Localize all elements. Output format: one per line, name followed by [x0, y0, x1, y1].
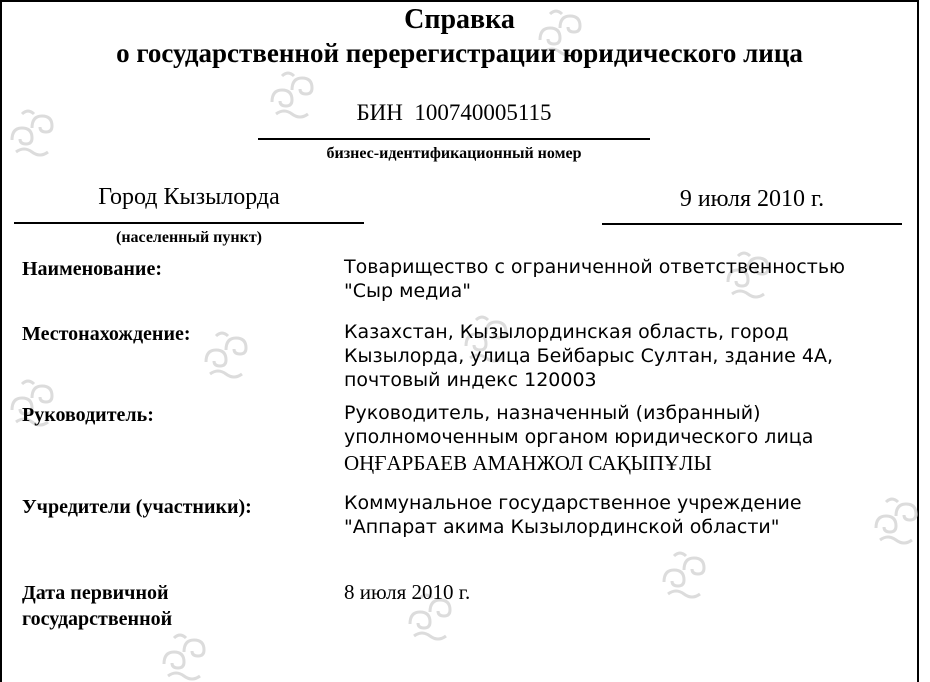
first-registration-label-line: Дата первичной: [22, 582, 169, 604]
issue-date: 9 июля 2010 г.: [679, 186, 825, 212]
first-registration-label: [22, 580, 172, 632]
founders-value-line: Коммунальное государственное учреждение: [344, 492, 802, 514]
name-value-line: "Сыр медиа": [344, 280, 471, 302]
city-value: Город Кызылорда: [98, 184, 280, 210]
ornament-watermark-icon: [196, 322, 256, 382]
bin-value: БИН 100740005115: [356, 100, 552, 125]
head-value: [344, 401, 904, 477]
name-label: Наименование:: [22, 258, 162, 280]
frame-top-border: [0, 0, 919, 2]
name-value: [344, 255, 904, 303]
city-underline: [14, 222, 364, 224]
first-registration-label-line: государственной: [22, 608, 173, 630]
location-value-line: Кызылорда, улица Бейбарыс Султан, здание 4А,: [344, 345, 833, 367]
founders-label: Учредители (участники):: [22, 496, 252, 518]
bin-caption: бизнес-идентификационный номер: [326, 145, 582, 162]
document-subtitle: о государственной перерегистрации юридического лица: [116, 38, 803, 68]
founders-value-line: "Аппарат акима Кызылординской области": [344, 516, 780, 538]
head-label: Руководитель:: [22, 404, 154, 426]
name-value-line: Товарищество с ограниченной ответственностью: [344, 256, 846, 278]
city-caption: (населенный пункт): [115, 229, 262, 246]
frame-right-border: [917, 0, 919, 682]
head-value-line: Руководитель, назначенный (избранный): [344, 402, 761, 424]
location-value-line: почтовый индекс 120003: [344, 369, 597, 391]
location-label: Местонахождение:: [22, 323, 191, 345]
founders-value: [344, 491, 904, 539]
location-value-line: Казахстан, Кызылординская область, город: [344, 321, 789, 343]
ornament-watermark-icon: [2, 100, 62, 160]
date-underline: [602, 223, 902, 225]
ornament-watermark-icon: [154, 624, 214, 682]
location-value: [344, 320, 904, 392]
head-value-line: уполномоченным органом юридического лица: [344, 426, 814, 448]
head-name: ОҢҒАРБАЕВ АМАНЖОЛ САҚЫПҰЛЫ: [344, 451, 712, 475]
first-registration-date: 8 июля 2010 г.: [344, 580, 471, 604]
document-title: Справка: [404, 4, 515, 35]
bin-underline: [258, 138, 650, 140]
